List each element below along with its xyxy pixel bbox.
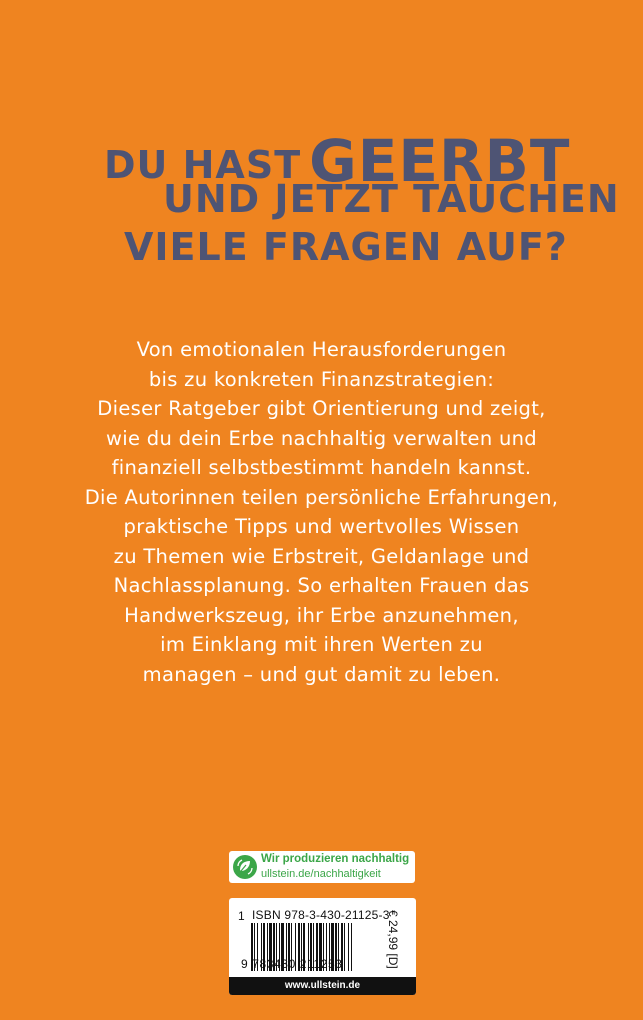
- blurb-text: [40, 335, 603, 689]
- price-label: € 24,99 [D]: [386, 910, 400, 969]
- blurb-line: praktische Tipps und wertvolles Wissen: [123, 515, 520, 538]
- sustainability-badge: [229, 851, 415, 883]
- publisher-url[interactable]: www.ullstein.de: [229, 977, 416, 995]
- barcode-digits: 9 783430 211253: [241, 957, 343, 971]
- blurb-line: Die Autorinnen teilen persönliche Erfahrungen,: [84, 485, 559, 509]
- leaf-recycle-icon: [233, 855, 257, 879]
- barcode-box: [229, 898, 416, 995]
- headline-du-hast: DU HAST: [104, 143, 302, 187]
- headline-line-3: VIELE FRAGEN AUF?: [124, 225, 568, 269]
- headline: [0, 0, 643, 300]
- blurb-line: Handwerkszeug, ihr Erbe anzunehmen,: [124, 603, 519, 627]
- blurb-line: Dieser Ratgeber gibt Orientierung und zeigt,: [97, 397, 546, 420]
- isbn-label: ISBN 978-3-430-21125-3: [252, 908, 390, 922]
- blurb-line: bis zu konkreten Finanzstrategien:: [148, 367, 495, 391]
- blurb-line: zu Themen wie Erbstreit, Geldanlage und: [113, 544, 530, 568]
- headline-line-2: UND JETZT TAUCHEN: [163, 177, 620, 221]
- blurb-line: finanziell selbstbestimmt handeln kannst.: [111, 456, 532, 479]
- blurb-line: Nachlassplanung. So erhalten Frauen das: [113, 574, 530, 597]
- barcode-leading-digit: 1: [238, 909, 245, 923]
- sustainability-title: Wir produzieren nachhaltig: [261, 853, 410, 865]
- blurb-line: Von emotionalen Herausforderungen: [136, 338, 507, 361]
- blurb-line: im Einklang mit ihren Werten zu: [160, 633, 483, 656]
- headline-geerbt: GEERBT: [309, 127, 571, 195]
- blurb-line: wie du dein Erbe nachhaltig verwalten und: [106, 426, 537, 450]
- sustainability-link[interactable]: ullstein.de/nachhaltigkeit: [261, 868, 381, 880]
- blurb-line: managen – und gut damit zu leben.: [142, 662, 501, 686]
